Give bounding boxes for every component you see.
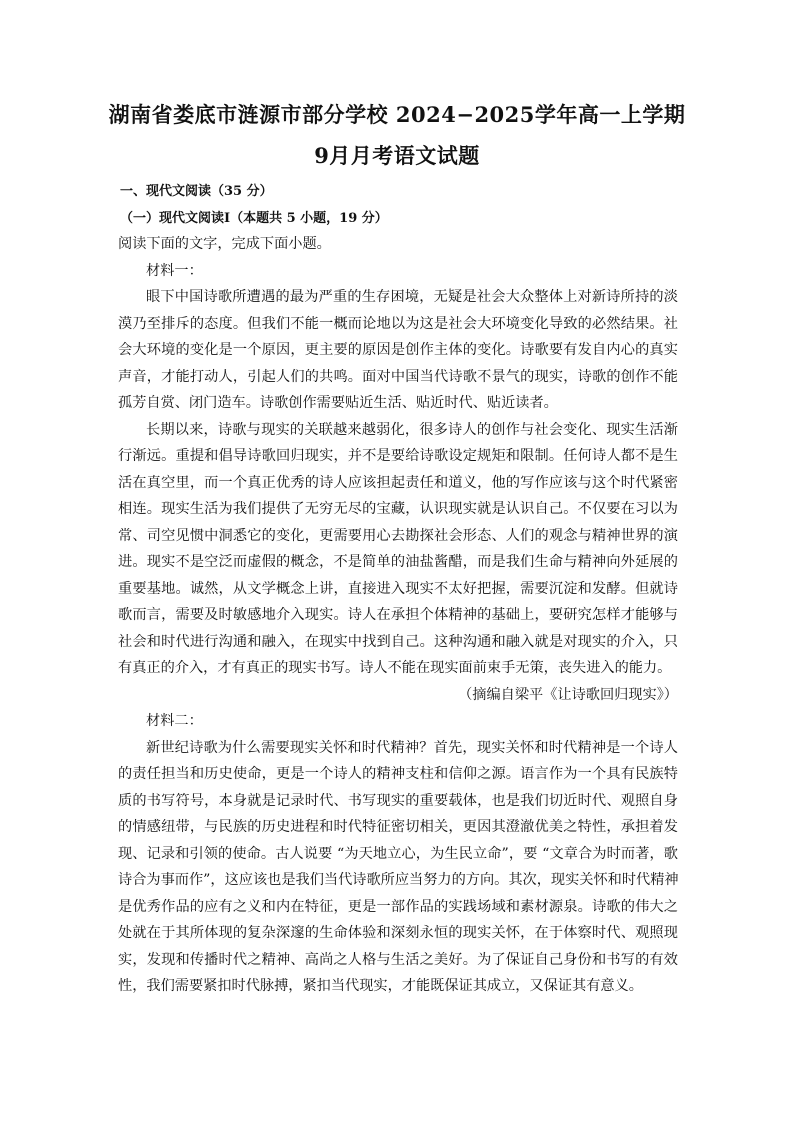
material-1-line: 会大环境的变化是一个原因，更主要的原因是创作主体的变化。诗歌要有发自内心的真实 (118, 342, 678, 358)
material-2-line: 性，我们需要紧扣时代脉搏，紧扣当代现实，才能既保证其成立，又保证其有意义。 (118, 978, 643, 994)
material-2-line: 处就在于其所体现的复杂深邃的生命体验和深刻永恒的现实关怀，在于体察时代、观照现 (118, 925, 678, 941)
instruction-text: 阅读下面的文字，完成下面小题。 (118, 236, 331, 252)
material-2-line: 现、记录和引领的使命。古人说要 “为天地立心，为生民立命”，要 “文章合为时而著，歌 (118, 845, 678, 862)
material-2-line: 实，发现和传播时代之精神、高尚之人格与生活之美好。为了保证自己身份和书写的有效 (118, 951, 678, 968)
reading-passage (118, 231, 678, 1000)
material-1-line: 活在真空里，而一个真正优秀的诗人应该担起责任和道义，他的写作应该与这个时代紧密 (118, 474, 678, 491)
material-2-line: 的责任担当和历史使命，更是一个诗人的精神支柱和信仰之源。语言作为一个具有民族特 (118, 766, 678, 782)
material-1-line: 漠乃至排斥的态度。但我们不能一概而论地以为这是社会大环境变化导致的必然结果。社 (118, 315, 678, 332)
material-1-line: 行渐远。重提和倡导诗歌回归现实，并不是要给诗歌设定规矩和限制。任何诗人都不是生 (118, 448, 678, 464)
material-1-line: 相连。现实生活为我们提供了无穷无尽的宝藏，认识现实就是认识自己。不仅要在习以为 (118, 501, 678, 517)
material-1-line: 眼下中国诗歌所遭遇的最为严重的生存困境，无疑是社会大众整体上对新诗所持的淡 (146, 289, 678, 305)
material-1-line: 歌而言，需要及时敏感地介入现实。诗人在承担个体精神的基础上，要研究怎样才能够与 (118, 607, 678, 623)
section-heading: 一、现代文阅读（35 分） (120, 184, 273, 199)
material-2-line: 是优秀作品的应有之义和内在特征，更是一部作品的实践场域和素材源泉。诗歌的伟大之 (118, 898, 678, 915)
material-2-label: 材料二： (146, 713, 203, 729)
exam-title-line-1: 湖南省娄底市涟源市部分学校 2024−2025学年高一上学期 (108, 102, 686, 127)
material-1-line: 声音，才能打动人，引起人们的共鸣。面对中国当代诗歌不景气的现实，诗歌的创作不能 (118, 368, 678, 385)
material-2-line: 的情感纽带，与民族的历史进程和时代特征密切相关，更因其澄澈优美之特性，承担着发 (118, 819, 678, 835)
material-1-source: （摘编自梁平《让诗歌回归现实》） (458, 686, 678, 703)
material-2-line: 质的书写符号，本身就是记录时代、书写现实的重要载体，也是我们切近时代、观照自身 (118, 792, 678, 809)
material-1-line: 长期以来，诗歌与现实的关联越来越弱化，很多诗人的创作与社会变化、现实生活渐 (146, 421, 678, 438)
material-1-line: 进。现实不是空泛而虚假的概念，不是简单的油盐酱醋，而是我们生命与精神向外延展的 (118, 554, 678, 570)
material-1-line: 社会和时代进行沟通和融入，在现实中找到自己。这种沟通和融入就是对现实的介入，只 (118, 633, 678, 650)
exam-title-line-2: 9月月考语文试题 (314, 143, 480, 168)
material-1-line: 常、司空见惯中洞悉它的变化，更需要用心去勘探社会形态、人们的观念与精神世界的演 (118, 527, 678, 544)
sub-section-heading: （一）现代文阅读Ⅰ（本题共 5 小题，19 分） (120, 211, 388, 226)
material-1-line: 孤芳自赏、闭门造车。诗歌创作需要贴近生活、贴近时代、贴近读者。 (118, 395, 558, 411)
material-2-line: 新世纪诗歌为什么需要现实关怀和时代精神？首先，现实关怀和时代精神是一个诗人 (146, 739, 678, 756)
material-1-line: 有真正的介入，才有真正的现实书写。诗人不能在现实面前束手无策，丧失进入的能力。 (118, 660, 672, 676)
material-1-label: 材料一： (146, 262, 203, 279)
material-2-line: 诗合为事而作”，这应该也是我们当代诗歌所应当努力的方向。其次，现实关怀和时代精神 (118, 872, 679, 888)
material-1-line: 重要基地。诚然，从文学概念上讲，直接进入现实不太好把握，需要沉淀和发酵。但就诗 (118, 580, 678, 597)
